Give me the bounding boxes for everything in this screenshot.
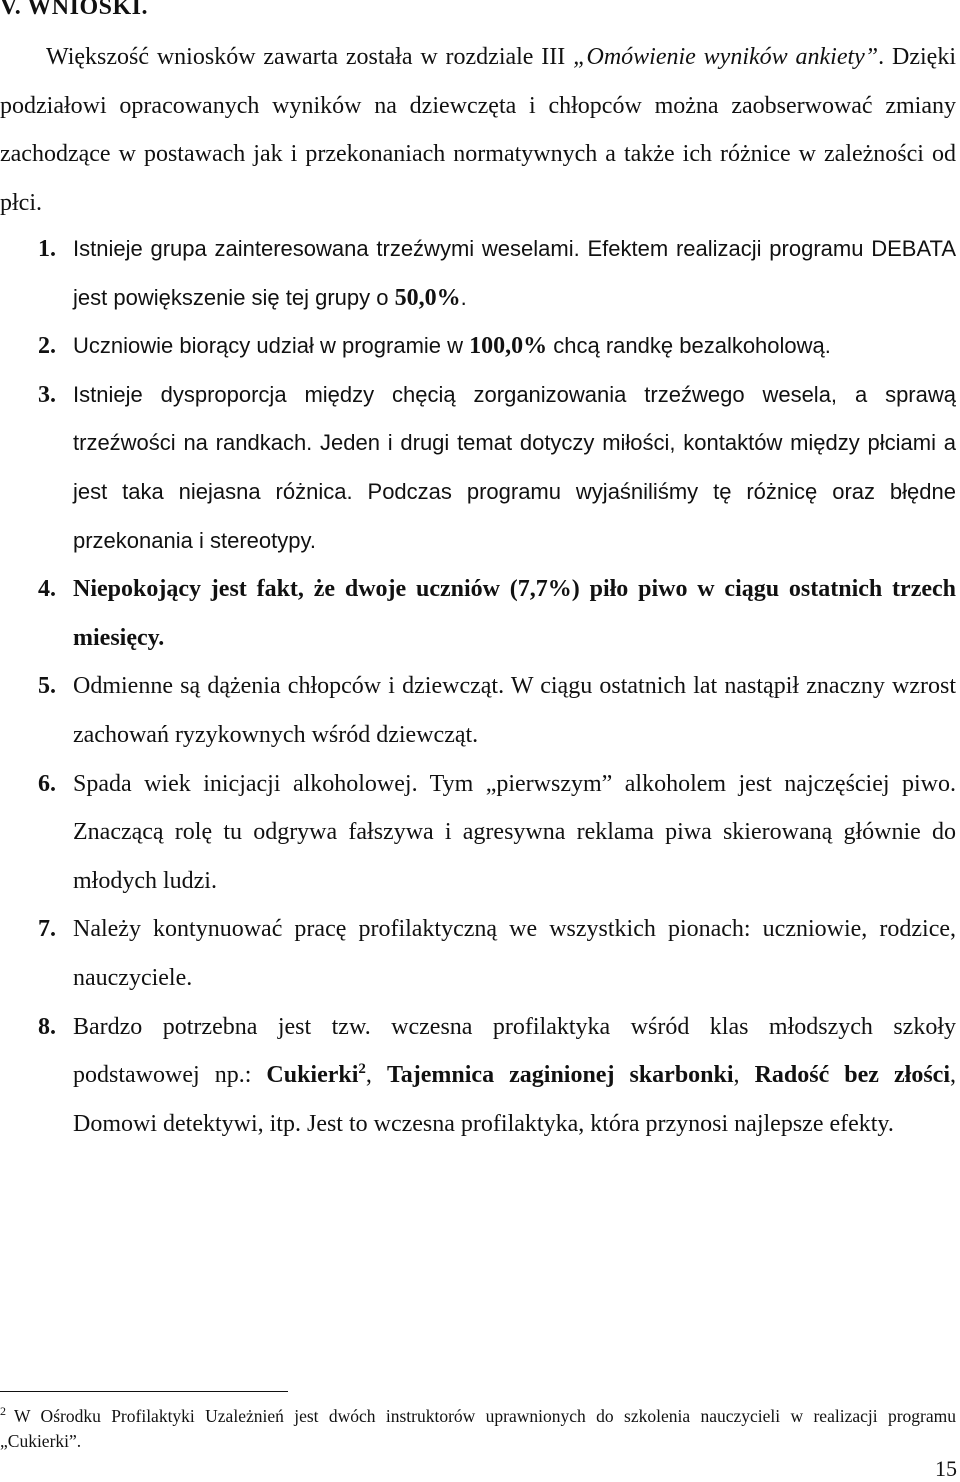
conclusion-item-1 [0,225,956,322]
item-number: 8. [38,1013,56,1040]
conclusion-item-4 [0,565,956,662]
conclusion-item-2 [0,322,956,371]
item-text: Spada wiek inicjacji alkoholowej. Tym „pierwszym” alkoholem jest najczęściej piwo. Znaczącą rolę tu odgrywa fałszywa i agresywna reklama piwa skierowaną głównie do młodych ludzi. [73,770,956,894]
item-number: 1. [38,236,56,262]
item-text-end: chcą randkę bezalkoholową. [547,333,831,359]
item-number: 5. [38,673,56,700]
intro-chapter-title: „Omówienie wyników ankiety” [573,44,879,70]
conclusion-item-8 [0,1003,956,1149]
footnote-mark: 2 [0,1404,6,1419]
item-bold-value: 100,0% [469,333,548,360]
footnote-text: W Ośrodku Profilaktyki Uzależnień jest dwóch instruktorów uprawnionych do szkolenia nauczycieli w realizacji programu „Cukierki”. [0,1406,956,1451]
conclusion-item-5 [0,662,956,759]
conclusion-item-7 [0,905,956,1002]
item-number: 3. [38,381,56,408]
item-separator: , [733,1062,755,1089]
page-number: 15 [935,1456,957,1481]
item-separator: , [365,1062,387,1089]
conclusion-item-3 [0,371,956,565]
intro-text-rest: . Dzięki podziałowi opracowanych wyników na dziewczęta i chłopców można zaobserwować zmiany zachodzące w postawach jak i przekonaniach normatywnych a także ich różnice w zależności od płci. [0,44,957,216]
item-text: Niepokojący jest fakt, że dwoje uczniów (7,7%) piło piwo w ciągu ostatnich trzech miesięcy. [73,576,956,651]
footnote-separator [0,1391,288,1392]
item-text: Odmienne są dążenia chłopców i dziewcząt. W ciągu ostatnich lat nastąpił znaczny wzrost zachowań ryzykownych wśród dziewcząt. [73,673,956,748]
item-text-end: . [460,284,467,310]
program-name-radosc: Radość bez złości [754,1062,950,1089]
intro-paragraph [0,33,956,227]
conclusion-item-6 [0,760,956,906]
item-text-end: , Domowi detektywi, itp. Jest to wczesna profilaktyka, która przynosi najlepsze efekty. [73,1062,956,1137]
item-text: Należy kontynuować pracę profilaktyczną we wszystkich pionach: uczniowie, rodzice, nauczyciele. [73,916,956,991]
item-number: 6. [38,770,56,797]
item-text: Uczniowie biorący udział w programie w [73,333,470,359]
item-text: Istnieje dysproporcja między chęcią zorganizowania trzeźwego wesela, a sprawą trzeźwości na randkach. Jeden i drugi temat dotyczy miłości, kontaktów między płciami a jest taka niejasna różnica. Podczas programu wyjaśniliśmy tę różnicę oraz błędne przekonania i stereotypy. [73,381,956,553]
section-heading: V. WNIOSKI. [0,0,148,20]
item-number: 4. [38,576,56,603]
item-text: Istnieje grupa zainteresowana trzeźwymi weselami. Efektem realizacji programu DEBATA jest powiększenie się tej grupy o [73,236,956,310]
intro-text-start: Większość wniosków zawarta została w rozdziale III [46,44,574,70]
footnote-reference[interactable]: 2 [358,1061,366,1078]
item-bold-value: 50,0% [394,284,461,311]
item-number: 2. [38,333,56,360]
program-name-cukierki: Cukierki [266,1062,359,1089]
program-name-skarbonka: Tajemnica zaginionej skarbonki [386,1062,734,1089]
item-number: 7. [38,916,56,943]
conclusions-list [0,225,956,1148]
footnote [0,1404,956,1454]
item-text: Bardzo potrzebna jest tzw. wczesna profilaktyka wśród klas młodszych szkoły podstawowej np.: [73,1013,956,1089]
